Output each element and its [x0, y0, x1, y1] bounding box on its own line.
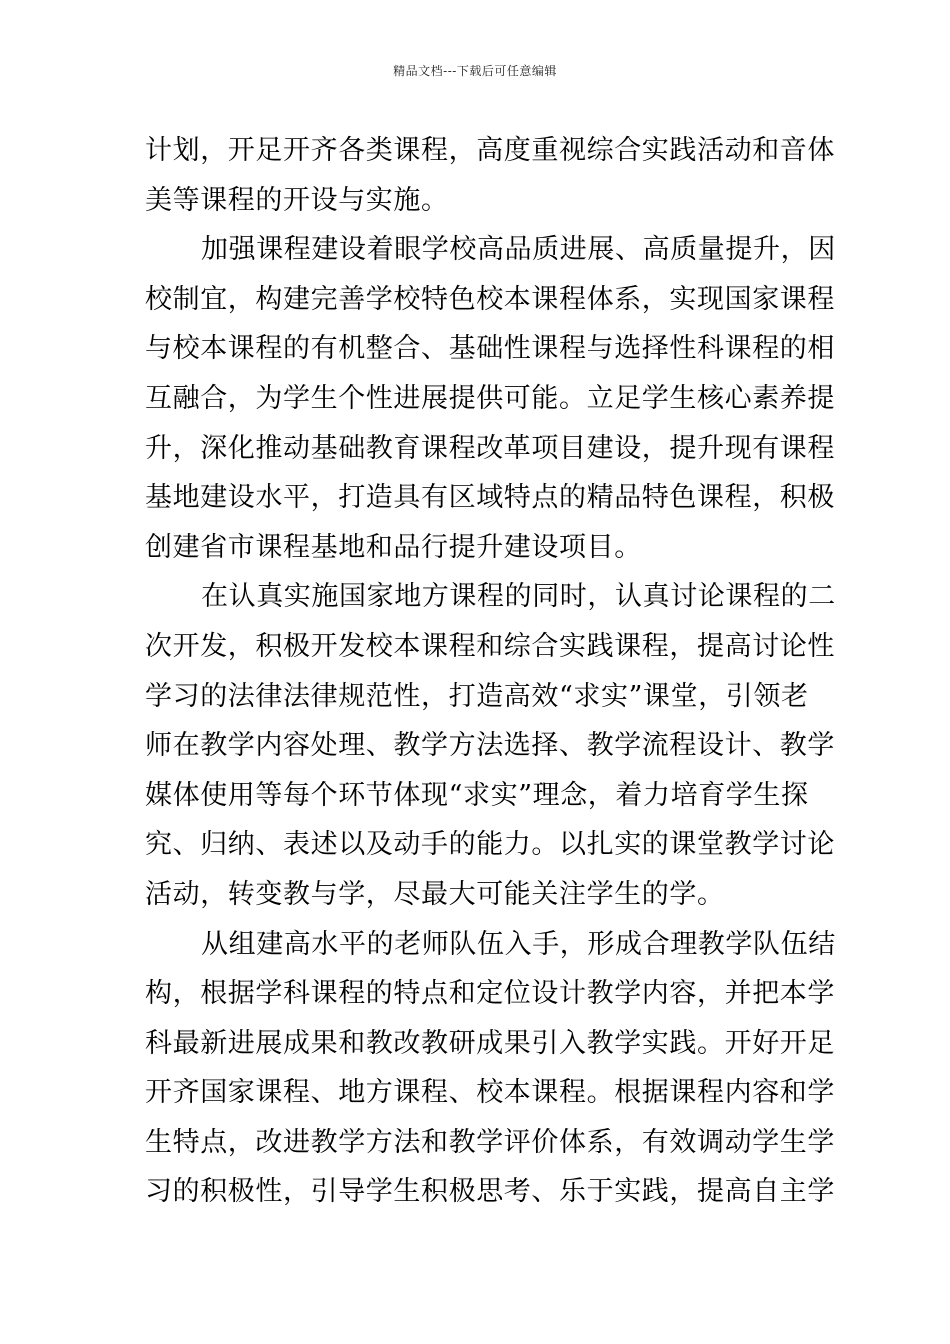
text-line: 与校本课程的有机整合、基础性课程与选择性科课程的相: [145, 333, 835, 365]
text-line: 师在教学内容处理、教学方法选择、教学流程设计、教学: [145, 730, 835, 762]
text-line: 校制宜，构建完善学校特色校本课程体系，实现国家课程: [145, 283, 835, 315]
text-line: 加强课程建设着眼学校高品质进展、高质量提升，因: [201, 234, 836, 266]
text-line: 计划，开足开齐各类课程，高度重视综合实践活动和音体: [145, 135, 835, 166]
text-line: 活动，转变教与学，尽最大可能关注学生的学。: [145, 878, 725, 910]
text-line: 习的积极性，引导学生积极思考、乐于实践，提高自主学: [145, 1176, 835, 1208]
text-line: 科最新进展成果和教改教研成果引入教学实践。开好开足: [145, 1027, 835, 1059]
text-line: 次开发，积极开发校本课程和综合实践课程，提高讨论性: [145, 630, 835, 662]
text-line: 互融合，为学生个性进展提供可能。立足学生核心素养提: [145, 382, 835, 414]
text-line: 构，根据学科课程的特点和定位设计教学内容，并把本学: [145, 978, 835, 1010]
text-line: 生特点，改进教学方法和教学评价体系，有效调动学生学: [145, 1126, 835, 1158]
text-line: 升，深化推动基础教育课程改革项目建设，提升现有课程: [145, 432, 835, 464]
text-line: 究、归纳、表述以及动手的能力。以扎实的课堂教学讨论: [145, 829, 835, 861]
text-line: 从组建高水平的老师队伍入手，形成合理教学队伍结: [201, 928, 836, 960]
page-header: 精品文档---下载后可任意编辑: [393, 64, 557, 78]
text-line: 媒体使用等每个环节体现“求实”理念，着力培育学生探: [145, 779, 809, 811]
text-line: 创建省市课程基地和品行提升建设项目。: [145, 531, 642, 563]
text-line: 在认真实施国家地方课程的同时，认真讨论课程的二: [201, 581, 836, 613]
text-line: 学习的法律法律规范性，打造高效“求实”课堂，引领老: [145, 680, 809, 712]
text-line: 基地建设水平，打造具有区域特点的精品特色课程，积极: [145, 482, 835, 514]
document-body: [145, 126, 836, 1217]
text-line: 开齐国家课程、地方课程、校本课程。根据课程内容和学: [145, 1077, 835, 1109]
text-line: 美等课程的开设与实施。: [145, 184, 449, 216]
